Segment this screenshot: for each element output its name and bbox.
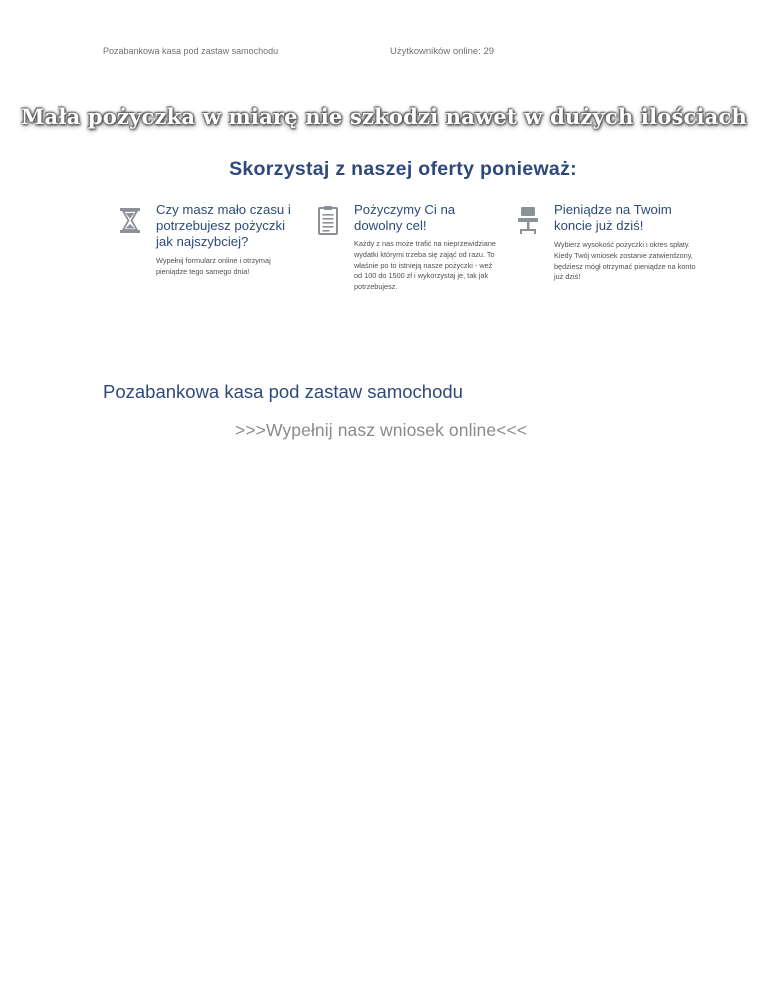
feature-description: Wypełnij formularz online i otrzymaj pieniądze tego samego dnia! [156,256,271,276]
feature-title: Pożyczymy Ci na dowolny cel! [354,202,456,233]
features-section [116,202,696,312]
feature-description: Każdy z nas może trafić na nieprzewidziane wydatki którymi trzeba się zająć od razu. To właśnie po to istnieją nasze pożyczki - weź od 100 do 1500 zł i wykorzystaj je, tak jak potrzebujesz. [354,239,496,292]
office-chair-icon [514,204,542,236]
banner-slogan: Mała pożyczka w miarę nie szkodzi nawet w dużych ilościach [21,104,747,129]
site-title: Pozabankowa kasa pod zastaw samochodu [103,46,279,56]
clipboard-icon [314,204,342,236]
apply-online-link[interactable]: >>>Wypełnij nasz wniosek online<<< [235,420,528,440]
offer-heading: Skorzystaj z naszej oferty ponieważ: [229,158,577,180]
section-title: Pozabankowa kasa pod zastaw samochodu [103,381,463,402]
feature-title: Pieniądze na Twoim koncie już dziś! [554,202,672,233]
feature-description: Wybierz wysokość pożyczki i okres spłaty. Kiedy Twój wniosek zostanie zatwierdzony, będziesz mógł otrzymać pieniądze na konto już dziś! [554,240,696,282]
users-online-counter: Użytkowników online: 29 [390,46,495,57]
hourglass-icon [116,204,144,236]
top-bar [0,46,768,60]
feature-title: Czy masz mało czasu i potrzebujesz pożyczki jak najszybciej? [156,202,291,249]
